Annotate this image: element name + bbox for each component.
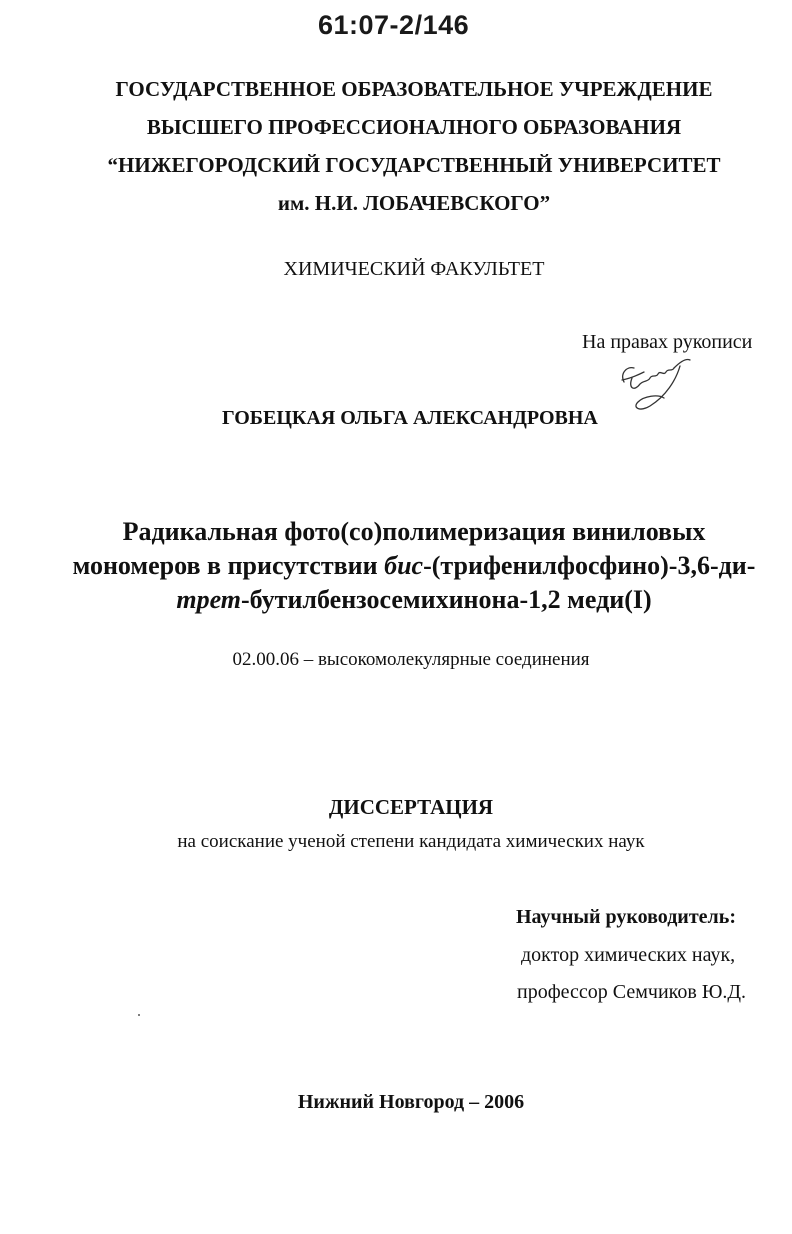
specialty-code: 02.00.06 – высокомолекулярные соединения: [232, 649, 590, 670]
title-text: -(трифенилфосфино)-3,6-ди-: [423, 551, 756, 580]
archive-code: 61:07-2/146: [318, 10, 470, 40]
title-line: Радикальная фото(со)полимеризация виниловых: [122, 517, 706, 546]
supervisor-degree: доктор химических наук,: [521, 944, 736, 966]
faculty: ХИМИЧЕСКИЙ ФАКУЛЬТЕТ: [283, 258, 545, 280]
institution-header: [0, 70, 792, 222]
dissertation-title: [0, 515, 792, 617]
title-italic-text: бис: [384, 551, 424, 580]
supervisor-name: профессор Семчиков Ю.Д.: [517, 981, 747, 1003]
institution-line: им. Н.И. ЛОБАЧЕВСКОГО”: [277, 191, 551, 215]
author-name: ГОБЕЦКАЯ ОЛЬГА АЛЕКСАНДРОВНА: [222, 407, 598, 429]
institution-line: ГОСУДАРСТВЕННОЕ ОБРАЗОВАТЕЛЬНОЕ УЧРЕЖДЕНИЕ: [115, 77, 713, 101]
place-year: Нижний Новгород – 2006: [297, 1091, 525, 1113]
title-line: [0, 583, 792, 617]
document-type: ДИССЕРТАЦИЯ: [328, 795, 494, 819]
handwritten-signature: [610, 352, 700, 414]
title-line: [0, 549, 792, 583]
degree-sought: на соискание ученой степени кандидата химических наук: [177, 831, 645, 852]
scan-speck: [138, 1014, 140, 1016]
rights-note: На правах рукописи: [582, 331, 753, 353]
title-italic-text: трет: [176, 585, 241, 614]
title-text: мономеров в присутствии: [72, 551, 385, 580]
title-text: -бутилбензосемихинона-1,2 меди(I): [241, 585, 652, 614]
institution-line: “НИЖЕГОРОДСКИЙ ГОСУДАРСТВЕННЫЙ УНИВЕРСИТЕТ: [107, 153, 721, 177]
supervisor-label: Научный руководитель:: [516, 906, 736, 928]
institution-line: ВЫСШЕГО ПРОФЕССИОНАЛНОГО ОБРАЗОВАНИЯ: [146, 115, 682, 139]
